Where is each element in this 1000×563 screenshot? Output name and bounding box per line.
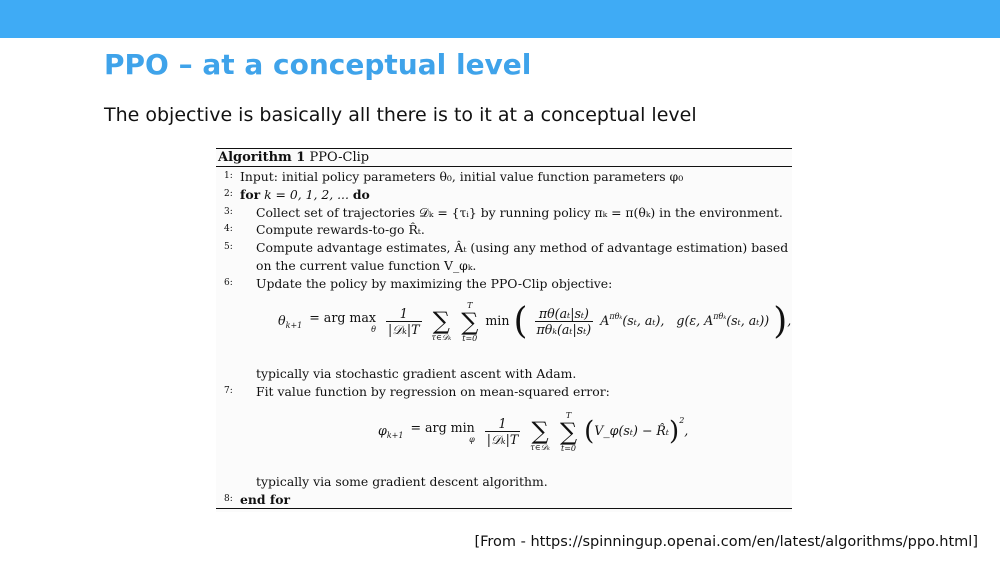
algorithm-line bbox=[240, 187, 370, 202]
sum1-limit: τ∈𝒟ₖ bbox=[431, 333, 452, 342]
source-citation: [From - https://spinningup.openai.com/en/latest/algorithms/ppo.html] bbox=[474, 534, 978, 550]
argmax-op bbox=[309, 310, 376, 334]
sum-over-time-2: T ∑ t=0 bbox=[559, 410, 578, 453]
algorithm-bottom-rule bbox=[216, 508, 792, 509]
clip-advantage-sup: πθₖ bbox=[713, 312, 727, 321]
sum2-top-2: T bbox=[565, 410, 572, 420]
line-number: 1: bbox=[224, 171, 233, 181]
algorithm-line: Compute rewards-to-go R̂ₜ. bbox=[256, 222, 425, 237]
advantage-args: (sₜ, aₜ), bbox=[622, 313, 665, 328]
normalizer-fraction-2 bbox=[485, 416, 521, 448]
algorithm-line: Fit value function by regression on mean-squared error: bbox=[256, 384, 610, 399]
top-accent-bar bbox=[0, 0, 1000, 38]
sum2-top: T bbox=[467, 300, 473, 310]
advantage-symbol: A bbox=[600, 313, 610, 328]
algorithm-line: Update the policy by maximizing the PPO-Clip objective: bbox=[256, 276, 613, 291]
min-op: min bbox=[485, 313, 510, 328]
eq2-tail: , bbox=[684, 423, 689, 438]
algorithm-name: PPO-Clip bbox=[309, 150, 370, 165]
argmin-sub: φ bbox=[469, 434, 475, 444]
frac-den: |𝒟ₖ|T bbox=[387, 321, 420, 337]
sum1-limit-2: τ∈𝒟ₖ bbox=[530, 443, 550, 452]
squared-error-body: V_φ(sₜ) − R̂ₜ bbox=[594, 423, 670, 438]
algorithm-line bbox=[240, 492, 290, 507]
algorithm-line: Input: initial policy parameters θ₀, initial value function parameters φ₀ bbox=[240, 169, 684, 184]
end-for-keyword: end for bbox=[240, 492, 290, 507]
sum-over-time: T ∑ t=0 bbox=[461, 300, 479, 343]
probability-ratio bbox=[535, 306, 594, 337]
ratio-den: πθₖ(aₜ|sₜ) bbox=[536, 322, 592, 337]
normalizer-fraction bbox=[386, 306, 422, 338]
advantage-sup: πθₖ bbox=[609, 312, 623, 321]
algorithm-top-rule bbox=[216, 148, 792, 149]
eq-tail: , bbox=[787, 313, 792, 328]
sum2-bottom: t=0 bbox=[462, 333, 478, 343]
algorithm-line: Collect set of trajectories 𝒟ₖ = {τᵢ} by running policy πₖ = π(θₖ) in the environment. bbox=[256, 205, 783, 220]
sum-over-trajectories-2: ∑ τ∈𝒟ₖ bbox=[530, 417, 550, 452]
clip-function: g(ε, A bbox=[676, 313, 714, 328]
frac-num: 1 bbox=[386, 306, 422, 322]
algorithm-label: Algorithm 1 bbox=[218, 150, 306, 165]
algorithm-line-continued: on the current value function V_φₖ. bbox=[256, 258, 477, 273]
algorithm-line: Compute advantage estimates, Âₜ (using any method of advantage estimation) based bbox=[256, 240, 789, 255]
eq-lhs: θ bbox=[278, 313, 286, 328]
argmax-sub: θ bbox=[371, 324, 376, 334]
squared-power: 2 bbox=[679, 416, 685, 425]
clip-args: (sₜ, aₜ)) bbox=[726, 313, 770, 328]
ppo-clip-objective-equation: $\theta_{k+1}$ = arg max θ $\frac{1}{\text{|𝒟ₖ|T}}$ ∑ τ∈𝒟ₖ T ∑ t=0 min ( $\frac{\text{πθ(aₜ|sₜ)}}{\text{πθₖ(aₜ|sₜ)}}$ $A^{\pi\theta_k}(s_t$, aₜ), g(ε, $A^{\pi\theta_k}(s_t$, aₜ)) ), bbox=[278, 300, 792, 343]
line-number: 3: bbox=[224, 207, 233, 217]
algorithm-line-continued: typically via some gradient descent algorithm. bbox=[256, 474, 548, 489]
argmin-op bbox=[410, 420, 474, 444]
ratio-num: πθ(aₜ|sₜ) bbox=[535, 306, 594, 322]
line-number: 7: bbox=[224, 386, 233, 396]
argmin-text: = arg min bbox=[410, 419, 475, 435]
do-keyword: do bbox=[352, 187, 370, 202]
value-regression-equation: $\varphi_{k+1}$ = arg min φ $\frac{1}{\text{|𝒟ₖ|T}}$ ∑ τ∈𝒟ₖ T ∑ t=0 (V_φ(sₜ) − R̂ₜ)$^2$, bbox=[378, 410, 689, 453]
argmax-text: = arg max bbox=[309, 309, 376, 325]
line-number: 8: bbox=[224, 494, 233, 504]
frac2-num: 1 bbox=[485, 416, 521, 432]
sum-over-trajectories: ∑ τ∈𝒟ₖ bbox=[431, 307, 452, 342]
line-number: 2: bbox=[224, 189, 233, 199]
sum2-bottom-2: t=0 bbox=[561, 443, 577, 453]
line-number: 5: bbox=[224, 242, 233, 252]
slide-subtitle: The objective is basically all there is to it at a conceptual level bbox=[104, 104, 697, 126]
slide-title: PPO – at a conceptual level bbox=[104, 48, 532, 81]
algorithm-box bbox=[216, 148, 792, 512]
eq-lhs-sub: k+1 bbox=[285, 321, 303, 330]
algorithm-header-rule bbox=[216, 166, 792, 167]
line-number: 6: bbox=[224, 278, 233, 288]
loop-range: k = 0, 1, 2, ... bbox=[260, 187, 353, 202]
algorithm-header bbox=[218, 150, 369, 165]
frac2-den: |𝒟ₖ|T bbox=[486, 431, 519, 447]
for-keyword: for bbox=[240, 187, 261, 202]
algorithm-line-continued: typically via stochastic gradient ascent with Adam. bbox=[256, 366, 577, 381]
line-number: 4: bbox=[224, 224, 233, 234]
eq2-lhs-sub: k+1 bbox=[386, 431, 404, 440]
eq2-lhs: φ bbox=[378, 423, 387, 438]
